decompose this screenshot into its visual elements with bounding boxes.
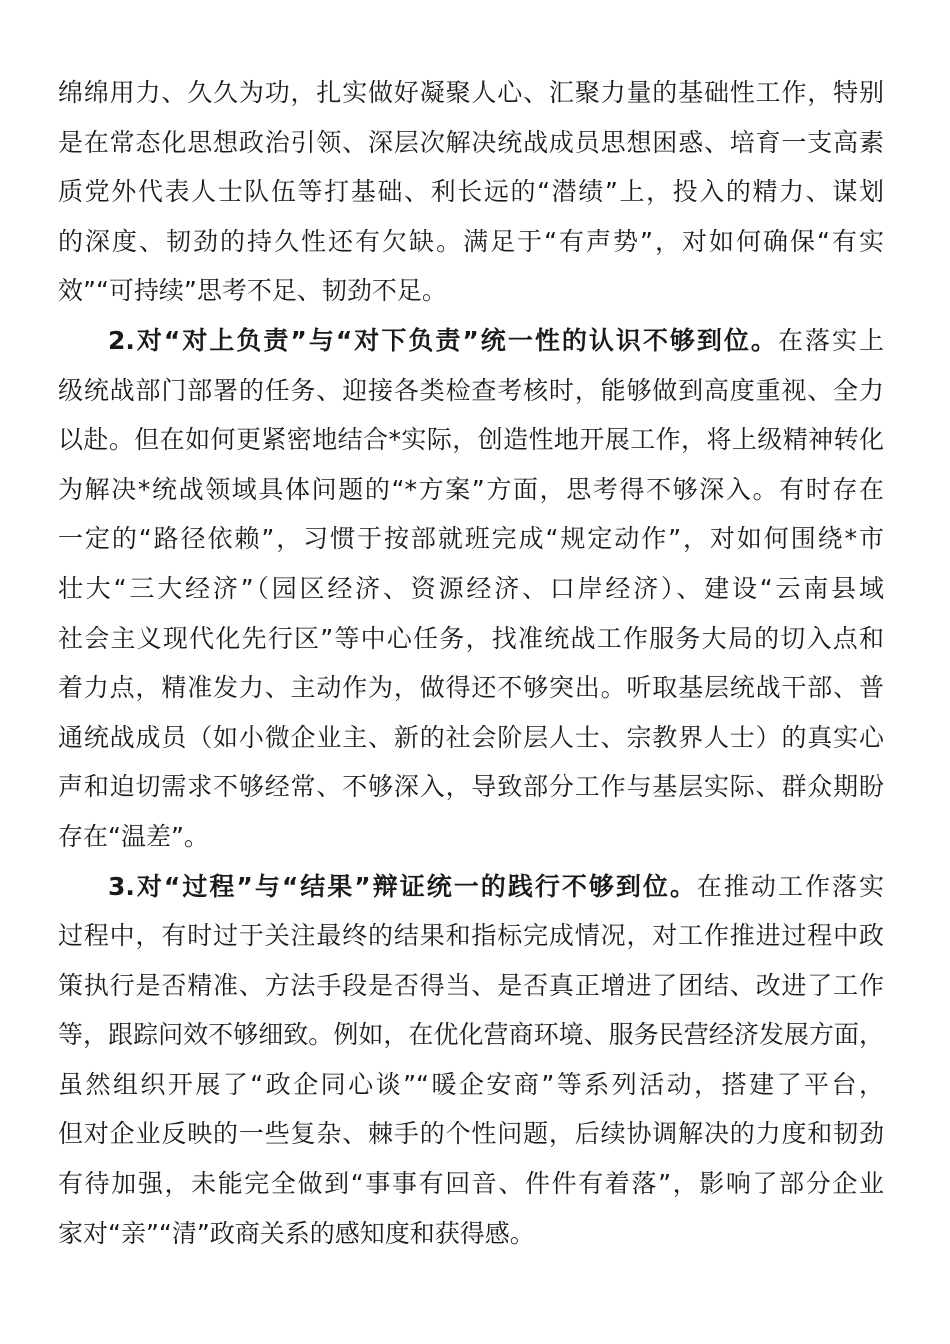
paragraph-2-line: 存在“温差”。 bbox=[58, 821, 209, 851]
paragraph-1-line: 绵绵用力、久久为功，扎实做好凝聚人心、汇聚力量的基础性工作，特别 bbox=[58, 78, 884, 107]
paragraph-2-line: 级统战部门部署的任务、迎接各类检查考核时，能够做到高度重视、全力 bbox=[58, 375, 884, 405]
paragraph-3-line: 但对企业反映的一些复杂、棘手的个性问题，后续协调解决的力度和韧劲 bbox=[58, 1119, 884, 1149]
paragraph-2-first-text: 在落实上 bbox=[777, 325, 884, 355]
paragraph-3-heading: 3.对“过程”与“结果”辩证统一的践行不够到位。 bbox=[108, 871, 697, 901]
paragraph-2-line: 为解决*统战领域具体问题的“*方案”方面，思考得不够深入。有时存在 bbox=[58, 474, 884, 504]
document-body bbox=[58, 68, 884, 1258]
paragraph-2-line: 声和迫切需求不够经常、不够深入，导致部分工作与基层实际、群众期盼 bbox=[58, 772, 884, 802]
paragraph-2-first-line bbox=[58, 316, 884, 366]
paragraph-3-line: 虽然组织开展了“政企同心谈”“暖企安商”等系列活动，搭建了平台， bbox=[58, 1069, 884, 1099]
paragraph-2-line: 着力点，精准发力、主动作为，做得还不够突出。听取基层统战干部、普 bbox=[58, 673, 884, 703]
paragraph-2-line: 社会主义现代化先行区”等中心任务，找准统战工作服务大局的切入点和 bbox=[58, 623, 884, 653]
paragraph-2-line: 以赴。但在如何更紧密地结合*实际，创造性地开展工作，将上级精神转化 bbox=[58, 425, 884, 455]
paragraph-2-line: 壮大“三大经济”（园区经济、资源经济、口岸经济）、建设“云南县域 bbox=[58, 573, 884, 603]
paragraph-1-line: 效”“可持续”思考不足、韧劲不足。 bbox=[58, 276, 447, 306]
paragraph-3-first-line bbox=[58, 862, 884, 912]
paragraph-2-heading: 2.对“对上负责”与“对下负责”统一性的认识不够到位。 bbox=[108, 325, 778, 355]
paragraph-3-line: 过程中，有时过于关注最终的结果和指标完成情况，对工作推进过程中政 bbox=[58, 921, 884, 951]
paragraph-2-line: 一定的“路径依赖”，习惯于按部就班完成“规定动作”，对如何围绕*市 bbox=[58, 524, 884, 554]
paragraph-3-line: 策执行是否精准、方法手段是否得当、是否真正增进了团结、改进了工作 bbox=[58, 970, 884, 1000]
paragraph-3-line: 家对“亲”“清”政商关系的感知度和获得感。 bbox=[58, 1218, 535, 1248]
paragraph-2-line: 通统战成员（如小微企业主、新的社会阶层人士、宗教界人士）的真实心 bbox=[58, 722, 884, 752]
paragraph-3-line: 有待加强，未能完全做到“事事有回音、件件有着落”，影响了部分企业 bbox=[58, 1169, 884, 1199]
paragraph-3-line: 等，跟踪问效不够细致。例如，在优化营商环境、服务民营经济发展方面， bbox=[58, 1020, 884, 1050]
paragraph-3-first-text: 在推动工作落实 bbox=[696, 871, 884, 901]
paragraph-1-line: 质党外代表人士队伍等打基础、利长远的“潜绩”上，投入的精力、谋划 bbox=[58, 177, 884, 207]
paragraph-1-line: 是在常态化思想政治引领、深层次解决统战成员思想困惑、培育一支高素 bbox=[58, 127, 884, 157]
paragraph-1-line: 的深度、韧劲的持久性还有欠缺。满足于“有声势”，对如何确保“有实 bbox=[58, 226, 884, 256]
